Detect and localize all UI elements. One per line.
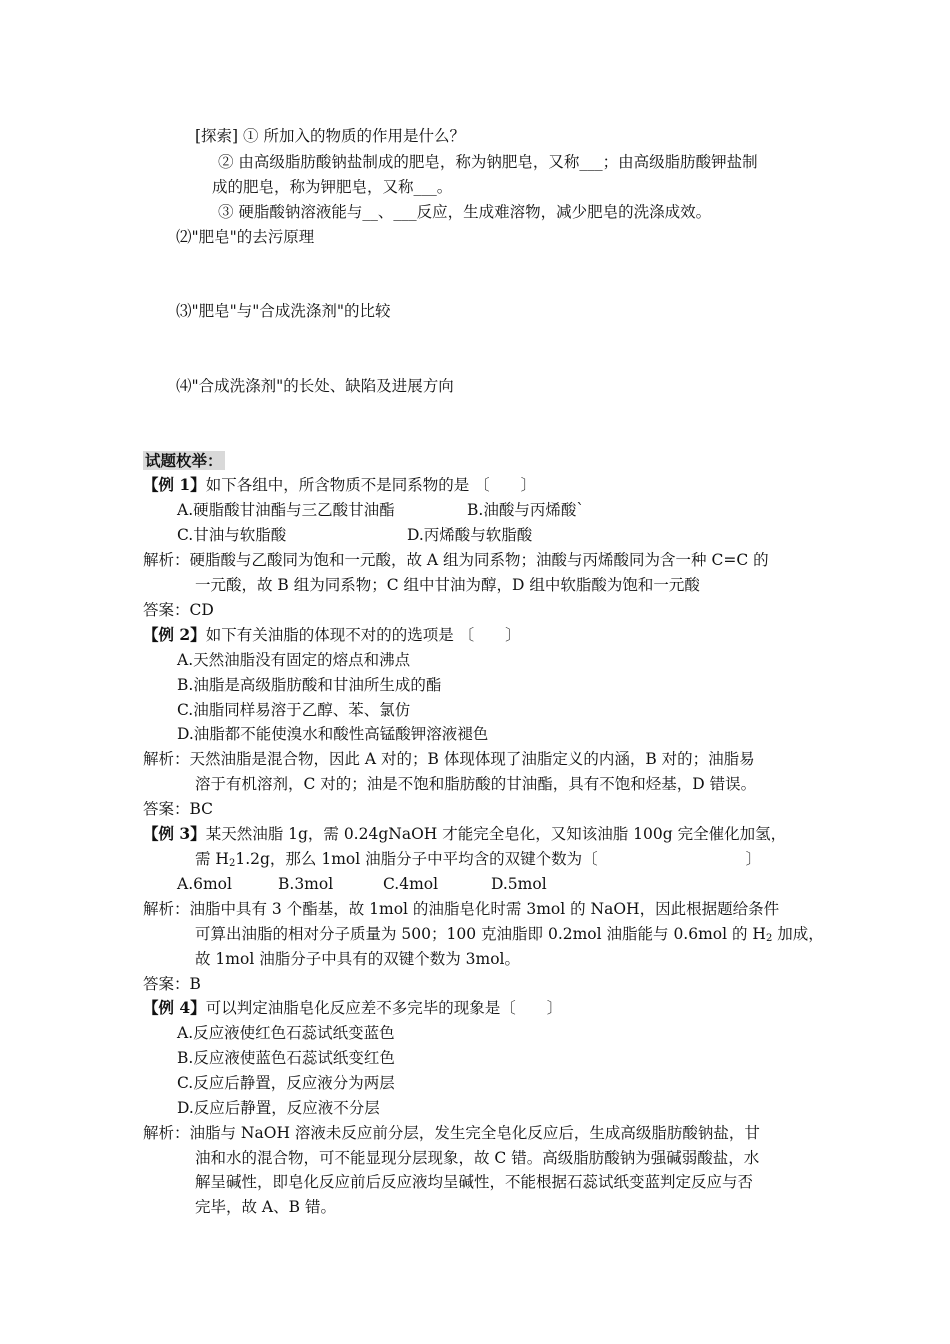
example-3-analysis-line-2: [195, 924, 824, 949]
example-4-option-b: B.反应液使蓝色石蕊试纸变红色: [177, 1049, 395, 1067]
example-4-analysis-line-1: 解析：油脂与 NaOH 溶液未反应前分层，发生完全皂化反应后，生成高级脂肪酸钠盐，甘: [143, 1124, 760, 1142]
example-3-analysis-part: 加成，: [772, 925, 824, 943]
example-3-analysis-part: 可算出油脂的相对分子质量为 500；100 克油脂即 0.2mol 油脂能与 0.6mol 的 H: [195, 925, 766, 943]
example-4-tag: 【例 4】: [143, 998, 206, 1017]
example-3-option-d: D.5mol: [491, 875, 547, 893]
example-1-analysis-line-1: 解析：硬脂酸与乙酸同为饱和一元酸，故 A 组为同系物；油酸与丙烯酸同为含一种 C=C 的: [143, 551, 769, 569]
example-3-option-b: B.3mol: [278, 875, 334, 893]
example-2-option-a: A.天然油脂没有固定的熔点和沸点: [177, 651, 411, 669]
example-2-tag: 【例 2】: [143, 625, 206, 644]
example-4-option-c: C.反应后静置，反应液分为两层: [177, 1074, 395, 1092]
example-1-analysis-line-2: 一元酸，故 B 组为同系物；C 组中甘油为醇，D 组中软脂酸为饱和一元酸: [195, 576, 700, 594]
example-2-question: 如下有关油脂的体现不对的的选项是 〔 〕: [205, 626, 521, 644]
example-3-stem-part: 需 H: [195, 850, 229, 868]
explore-question-3: ③ 硬脂酸钠溶液能与__、___反应，生成难溶物，减少肥皂的洗涤成效。: [218, 203, 712, 221]
example-1-stem: [143, 475, 536, 495]
example-3-analysis-line-1: 解析：油脂中具有 3 个酯基，故 1mol 的油脂皂化时需 3mol 的 NaOH，因此根据题给条件: [143, 900, 780, 918]
example-1-option-b: B.油酸与丙烯酸`: [467, 501, 585, 519]
example-4-analysis-line-2: 油和水的混合物，可不能显现分层现象，故 C 错。高级脂肪酸钠为强碱弱酸盐，水: [195, 1149, 760, 1167]
example-1-option-c: C.甘油与软脂酸: [177, 526, 287, 544]
example-4-analysis-line-4: 完毕，故 A、B 错。: [195, 1198, 336, 1216]
example-3-question: 某天然油脂 1g，需 0.24gNaOH 才能完全皂化，又知该油脂 100g 完全催化加氢，: [205, 825, 787, 843]
explore-question-1: [探索] ① 所加入的物质的作用是什么？: [195, 127, 465, 145]
example-4-analysis-line-3: 解呈碱性，即皂化反应前后反应液均呈碱性，不能根据石蕊试纸变蓝判定反应与否: [195, 1173, 754, 1191]
example-2-option-d: D.油脂都不能使溴水和酸性高锰酸钾溶液褪色: [177, 725, 489, 743]
example-3-option-c: C.4mol: [383, 875, 439, 893]
example-1-tag: 【例 1】: [143, 475, 206, 494]
example-3-analysis-line-3: 故 1mol 油脂分子中具有的双键个数为 3mol。: [195, 950, 520, 968]
section-heading-4: ⑷"合成洗涤剂"的长处、缺陷及进展方向: [176, 377, 454, 395]
example-4-stem: [143, 998, 562, 1018]
section-heading-3: ⑶"肥皂"与"合成洗涤剂"的比较: [176, 302, 391, 320]
example-4-question: 可以判定油脂皂化反应差不多完毕的现象是〔 〕: [205, 999, 563, 1017]
example-2-option-c: C.油脂同样易溶于乙醇、苯、氯仿: [177, 701, 411, 719]
section-heading-2: ⑵"肥皂"的去污原理: [176, 228, 315, 246]
example-3-tag: 【例 3】: [143, 824, 206, 843]
example-3-subscript: 2: [228, 858, 236, 869]
example-3-bracket-close: 〕: [745, 850, 762, 868]
example-1-answer: 答案：CD: [143, 601, 214, 619]
exercise-heading-text: 试题枚举：: [145, 451, 223, 470]
example-3-stem-line-2: [195, 849, 761, 874]
example-1-question: 如下各组中，所含物质不是同系物的是 〔 〕: [205, 476, 537, 494]
example-3-answer: 答案：B: [143, 975, 201, 993]
example-2-answer: 答案：BC: [143, 800, 214, 818]
example-3-stem-part: 1.2g，那么 1mol 油脂分子中平均含的双键个数为〔: [235, 850, 598, 868]
example-2-stem: [143, 625, 521, 645]
example-2-analysis-line-2: 溶于有机溶剂，C 对的；油是不饱和脂肪酸的甘油酯，具有不饱和烃基，D 错误。: [195, 775, 757, 793]
explore-question-2-line-1: ② 由高级脂肪酸钠盐制成的肥皂，称为钠肥皂，又称___；由高级脂肪酸钾盐制: [218, 153, 758, 171]
exercise-heading: [143, 451, 225, 471]
explore-question-2-line-2: 成的肥皂，称为钾肥皂，又称___。: [212, 178, 453, 196]
example-3-option-a: A.6mol: [177, 875, 232, 893]
example-3-analysis-subscript: 2: [765, 933, 773, 944]
example-4-option-a: A.反应液使红色石蕊试纸变蓝色: [177, 1024, 395, 1042]
example-3-stem-line-1: [143, 824, 786, 844]
example-2-option-b: B.油脂是高级脂肪酸和甘油所生成的酯: [177, 676, 442, 694]
example-1-option-a: A.硬脂酸甘油酯与三乙酸甘油酯: [177, 501, 395, 519]
example-2-analysis-line-1: 解析：天然油脂是混合物，因此 A 对的；B 体现体现了油脂定义的内涵，B 对的；油脂易: [143, 750, 755, 768]
example-4-option-d: D.反应后静置，反应液不分层: [177, 1099, 380, 1117]
example-1-option-d: D.丙烯酸与软脂酸: [407, 526, 533, 544]
